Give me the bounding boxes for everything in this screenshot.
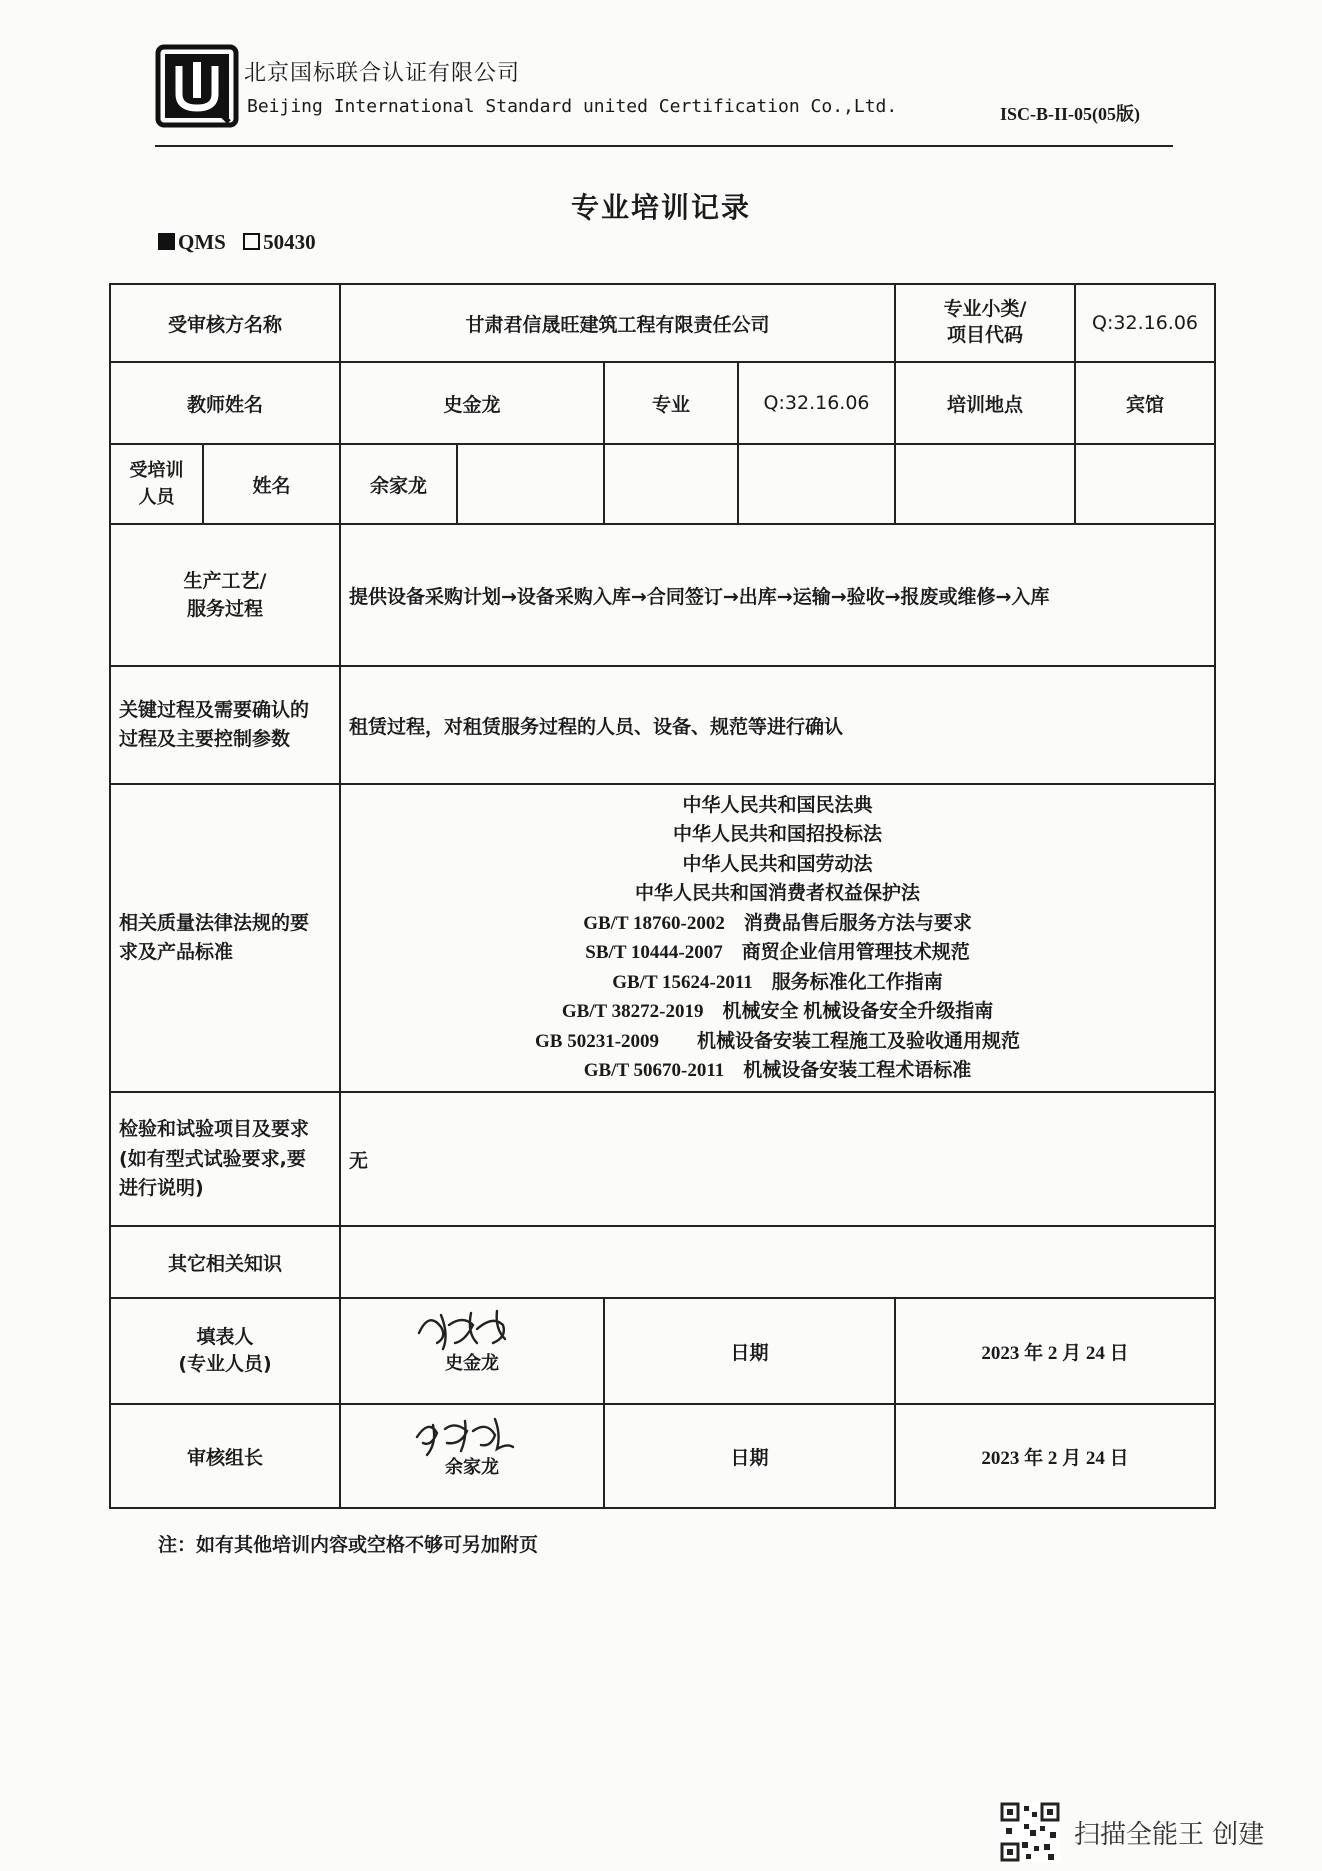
name-label: 姓名 (203, 444, 340, 524)
trainee-empty-cell (457, 444, 604, 524)
50430-option[interactable] (243, 230, 316, 254)
table-row (110, 444, 1215, 524)
list-item: 中华人民共和国招投标法 (673, 824, 883, 846)
filler-date-label: 日期 (604, 1298, 895, 1404)
list-item: SB/T 10444-2007 商贸企业信用管理技术规范 (585, 942, 970, 964)
50430-checkbox[interactable] (243, 233, 260, 250)
table-row (110, 666, 1215, 784)
trainee-empty-cell (738, 444, 895, 524)
filler-name: 史金龙 (445, 1353, 500, 1375)
leader-label: 审核组长 (110, 1404, 340, 1508)
qms-checkbox[interactable] (158, 233, 175, 250)
header-divider (155, 145, 1173, 147)
training-record-table (109, 283, 1216, 1509)
table-row (110, 1404, 1215, 1508)
footnote: 注：如有其他培训内容或空格不够可另加附页 (158, 1534, 539, 1556)
inspection-value: 无 (340, 1092, 1215, 1226)
list-item: 中华人民共和国劳动法 (682, 853, 873, 875)
scanner-watermark: 扫描全能王 创建 (1074, 1820, 1265, 1850)
qms-label: QMS (178, 230, 226, 254)
leader-name: 余家龙 (445, 1457, 500, 1479)
list-item: GB/T 38272-2019 机械安全 机械设备安全升级指南 (561, 1001, 994, 1023)
trainee-label: 受培训 人员 (110, 444, 203, 524)
category-value: Q:32.16.06 (1075, 284, 1215, 362)
table-row (110, 1298, 1215, 1404)
company-name-cn: 北京国标联合认证有限公司 (244, 61, 521, 86)
table-row (110, 1092, 1215, 1226)
laws-list (340, 784, 1215, 1092)
other-knowledge-label: 其它相关知识 (110, 1226, 340, 1298)
key-process-label: 关键过程及需要确认的 过程及主要控制参数 (110, 666, 340, 784)
major-label: 专业 (604, 362, 738, 444)
list-item: GB/T 15624-2011 服务标准化工作指南 (612, 971, 943, 993)
auditee-label: 受审核方名称 (110, 284, 340, 362)
teacher-value: 史金龙 (340, 362, 604, 444)
filler-date: 2023 年 2 月 24 日 (895, 1298, 1215, 1404)
table-row (110, 1226, 1215, 1298)
table-row (110, 524, 1215, 666)
company-logo (155, 44, 239, 128)
other-knowledge-value (340, 1226, 1215, 1298)
50430-label: 50430 (263, 230, 316, 254)
teacher-label: 教师姓名 (110, 362, 340, 444)
leader-date: 2023 年 2 月 24 日 (895, 1404, 1215, 1508)
filler-signature-cell (340, 1298, 604, 1404)
list-item: 中华人民共和国民法典 (682, 795, 873, 816)
process-value: 提供设备采购计划→设备采购入库→合同签订→出库→运输→验收→报废或维修→入库 (340, 524, 1215, 666)
qr-code-icon (1000, 1802, 1060, 1862)
filler-label: 填表人 (专业人员) (110, 1298, 340, 1404)
list-item: GB/T 50670-2011 机械设备安装工程术语标准 (583, 1059, 972, 1081)
location-label: 培训地点 (895, 362, 1075, 444)
leader-signature-cell (340, 1404, 604, 1508)
system-selector (158, 230, 328, 255)
table-row (110, 284, 1215, 362)
trainee-empty-cell (1075, 444, 1215, 524)
document-title: 专业培训记录 (570, 191, 751, 224)
company-name-en: Beijing International Standard united Certification Co.,Ltd. (247, 96, 898, 117)
trainee-name: 余家龙 (340, 444, 457, 524)
list-item: GB/T 18760-2002 消费品售后服务方法与要求 (583, 912, 972, 934)
trainee-empty-cell (895, 444, 1075, 524)
laws-label: 相关质量法律法规的要 求及产品标准 (110, 784, 340, 1092)
leader-date-label: 日期 (604, 1404, 895, 1508)
location-value: 宾馆 (1075, 362, 1215, 444)
trainee-empty-cell (604, 444, 738, 524)
category-label: 专业小类/ 项目代码 (895, 284, 1075, 362)
process-label: 生产工艺/ 服务过程 (110, 524, 340, 666)
form-code: ISC-B-II-05(05版) (1000, 104, 1141, 124)
inspection-label: 检验和试验项目及要求 (如有型式试验要求,要 进行说明) (110, 1092, 340, 1226)
auditee-value: 甘肃君信晟旺建筑工程有限责任公司 (340, 284, 895, 362)
key-process-value: 租赁过程，对租赁服务过程的人员、设备、规范等进行确认 (340, 666, 1215, 784)
qms-option[interactable] (158, 230, 226, 254)
major-value: Q:32.16.06 (738, 362, 895, 444)
table-row (110, 784, 1215, 1092)
list-item: GB 50231-2009 机械设备安装工程施工及验收通用规范 (535, 1030, 1021, 1052)
list-item: 中华人民共和国消费者权益保护法 (635, 883, 921, 905)
table-row (110, 362, 1215, 444)
